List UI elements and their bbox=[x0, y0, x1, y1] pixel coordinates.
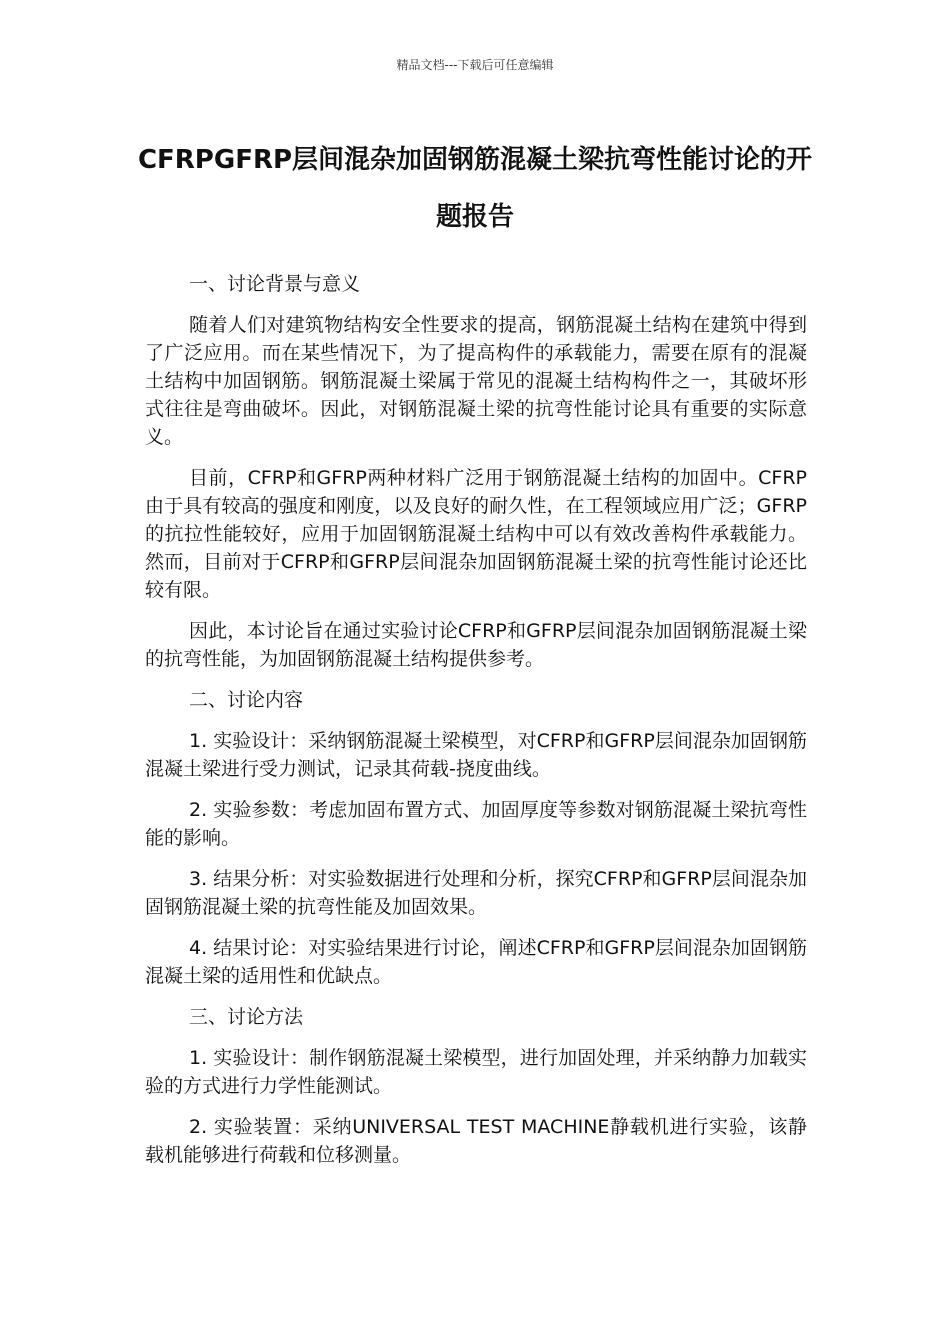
paragraph-background-3: 因此，本讨论旨在通过实验讨论CFRP和GFRP层间混杂加固钢筋混凝土梁的抗弯性能，为加固钢筋混凝土结构提供参考。 bbox=[145, 620, 807, 670]
paragraph-method-1: 1. 实验设计：制作钢筋混凝土梁模型，进行加固处理，并采纳静力加载实验的方式进行力学性能测试。 bbox=[145, 1047, 807, 1097]
paragraph-content-2: 2. 实验参数：考虑加固布置方式、加固厚度等参数对钢筋混凝土梁抗弯性能的影响。 bbox=[145, 799, 807, 849]
paragraph-background-2: 目前，CFRP和GFRP两种材料广泛用于钢筋混凝土结构的加固中。CFRP由于具有较高的强度和刚度，以及良好的耐久性，在工程领域应用广泛；GFRP的抗拉性能较好，应用于加固钢筋混凝土结构中可以有效改善构件承载能力。然而，目前对于CFRP和GFRP层间混杂加固钢筋混凝土梁的抗弯性能讨论还比较有限。 bbox=[145, 467, 807, 601]
document-title: CFRPGFRP层间混杂加固钢筋混凝土梁抗弯性能讨论的开题报告 bbox=[137, 145, 813, 232]
paragraph-content-3: 3. 结果分析：对实验数据进行处理和分析，探究CFRP和GFRP层间混杂加固钢筋混凝土梁的抗弯性能及加固效果。 bbox=[145, 868, 807, 918]
document-body bbox=[145, 270, 807, 1182]
paragraph-content-1: 1. 实验设计：采纳钢筋混凝土梁模型，对CFRP和GFRP层间混杂加固钢筋混凝土梁进行受力测试，记录其荷载-挠度曲线。 bbox=[145, 730, 807, 780]
paragraph-method-2: 2. 实验装置：采纳UNIVERSAL TEST MACHINE静载机进行实验，该静载机能够进行荷载和位移测量。 bbox=[145, 1116, 807, 1166]
paragraph-background-1: 随着人们对建筑物结构安全性要求的提高，钢筋混凝土结构在建筑中得到了广泛应用。而在某些情况下，为了提高构件的承载能力，需要在原有的混凝土结构中加固钢筋。钢筋混凝土梁属于常见的混凝土结构构件之一，其破坏形式往往是弯曲破坏。因此，对钢筋混凝土梁的抗弯性能讨论具有重要的实际意义。 bbox=[145, 314, 807, 448]
section-heading-method: 三、讨论方法 bbox=[189, 1006, 304, 1028]
section-heading-background: 一、讨论背景与意义 bbox=[189, 273, 361, 295]
section-heading-content: 二、讨论内容 bbox=[189, 689, 304, 711]
header-note: 精品文档---下载后可任意编辑 bbox=[396, 58, 554, 72]
paragraph-content-4: 4. 结果讨论：对实验结果进行讨论，阐述CFRP和GFRP层间混杂加固钢筋混凝土梁的适用性和优缺点。 bbox=[145, 937, 807, 987]
